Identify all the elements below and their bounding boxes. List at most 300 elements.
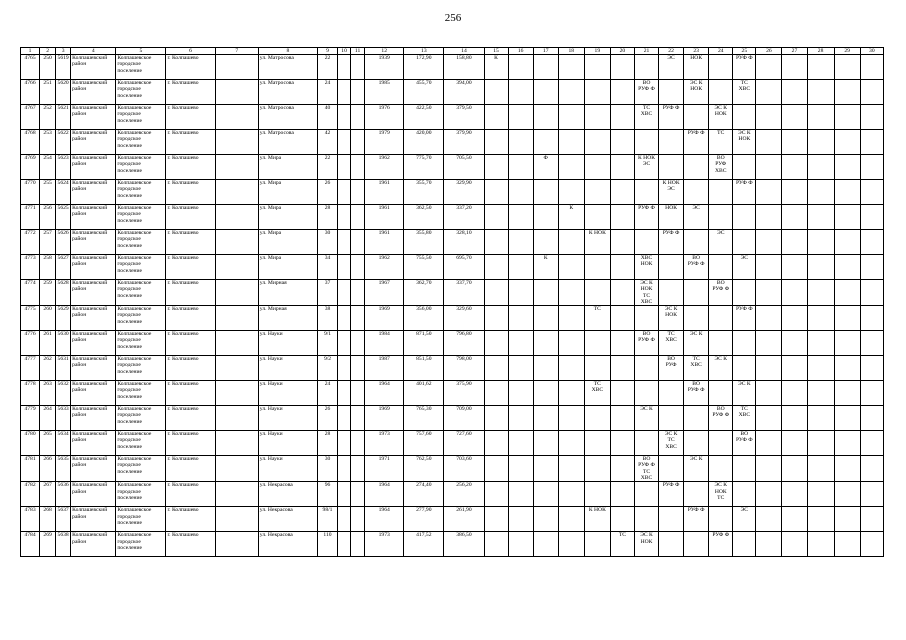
cell-text: 269	[43, 532, 52, 539]
cell-text: Колпашевское городское поселение	[117, 431, 152, 450]
table-cell	[116, 155, 166, 180]
table-cell	[444, 255, 484, 280]
cell-text: 34	[324, 255, 331, 261]
cell-text: 379,90	[456, 130, 472, 136]
table-cell	[634, 80, 658, 105]
cell-text: ТС ХВС	[738, 406, 751, 419]
cell-text: 4773	[24, 255, 36, 261]
cell-text: ул. Мирная	[259, 306, 287, 313]
table-cell	[733, 230, 756, 255]
table-cell	[834, 155, 860, 180]
table-cell	[584, 381, 610, 406]
table-cell	[351, 406, 365, 431]
table-cell	[834, 331, 860, 356]
table-cell	[71, 532, 116, 557]
column-header: 14	[444, 48, 484, 55]
table-cell	[584, 406, 610, 431]
table-cell	[56, 331, 71, 356]
table-cell	[444, 431, 484, 456]
table-cell	[610, 130, 634, 155]
table-cell	[634, 356, 658, 381]
table-cell	[71, 406, 116, 431]
table-cell	[508, 431, 533, 456]
cell-text: ЭС К	[640, 406, 653, 413]
cell-text: ТС ХВС	[690, 356, 702, 369]
table-cell	[71, 431, 116, 456]
cell-text: НОК	[690, 55, 703, 61]
table-cell	[338, 255, 351, 280]
table-cell	[659, 55, 684, 80]
table-cell	[634, 532, 658, 557]
table-cell	[558, 356, 584, 381]
table-cell	[404, 155, 444, 180]
table-cell	[782, 431, 807, 456]
table-cell	[634, 55, 658, 80]
table-cell	[807, 456, 834, 482]
table-cell	[56, 406, 71, 431]
table-cell	[215, 180, 258, 205]
table-cell	[634, 180, 658, 205]
table-cell	[351, 205, 365, 230]
table-cell	[508, 130, 533, 155]
table-cell	[365, 507, 404, 532]
table-cell	[508, 406, 533, 431]
table-cell	[116, 180, 166, 205]
cell-text: 261,90	[456, 507, 472, 514]
table-cell	[338, 507, 351, 532]
cell-text: 1961	[378, 205, 390, 211]
column-header: 24	[709, 48, 733, 55]
table-cell	[71, 230, 116, 255]
cell-text: 420,00	[416, 130, 432, 136]
cell-text: Колпашевское городское поселение	[117, 80, 152, 99]
table-cell	[365, 105, 404, 130]
table-cell	[659, 356, 684, 381]
table-cell	[215, 431, 258, 456]
table-cell	[533, 507, 558, 532]
table-cell	[533, 105, 558, 130]
table-cell	[317, 381, 337, 406]
cell-text: Колпашевский район	[72, 406, 108, 419]
cell-text: 30	[324, 456, 331, 463]
cell-text: 42	[324, 130, 331, 136]
cell-text: 4776	[24, 331, 36, 338]
table-cell	[782, 155, 807, 180]
table-cell	[215, 331, 258, 356]
table-cell	[610, 230, 634, 255]
cell-text: Колпашевское городское поселение	[117, 155, 152, 174]
table-cell	[21, 532, 40, 557]
table-cell	[709, 130, 733, 155]
cell-text: Колпашевское городское поселение	[117, 306, 152, 325]
table-cell	[40, 155, 56, 180]
table-cell	[782, 306, 807, 331]
table-cell	[166, 356, 215, 381]
table-cell	[215, 406, 258, 431]
table-cell	[634, 255, 658, 280]
table-cell	[533, 80, 558, 105]
table-cell	[756, 55, 782, 80]
table-cell	[365, 230, 404, 255]
cell-text: ул. Некрасова	[259, 482, 293, 489]
table-row	[21, 482, 884, 507]
cell-text: г. Колпашево	[167, 180, 199, 186]
table-cell	[807, 105, 834, 130]
table-cell	[21, 180, 40, 205]
table-cell	[215, 80, 258, 105]
table-cell	[584, 482, 610, 507]
cell-text: 268	[43, 507, 52, 514]
table-cell	[215, 507, 258, 532]
table-cell	[533, 532, 558, 557]
cell-text: Колпашевское городское поселение	[117, 356, 152, 375]
cell-text: Колпашевское городское поселение	[117, 255, 152, 274]
cell-text: 5620	[57, 80, 69, 86]
table-cell	[444, 230, 484, 255]
column-header: 30	[860, 48, 883, 55]
table-cell	[558, 105, 584, 130]
table-row	[21, 331, 884, 356]
cell-text: 5621	[57, 105, 69, 111]
table-cell	[40, 356, 56, 381]
table-cell	[834, 482, 860, 507]
column-header: 28	[807, 48, 834, 55]
table-cell	[508, 482, 533, 507]
table-cell	[807, 55, 834, 80]
cell-text: ул. Некрасова	[259, 507, 293, 514]
table-cell	[404, 205, 444, 230]
table-cell	[584, 230, 610, 255]
table-cell	[533, 205, 558, 230]
cell-text: ВО РУФ Ф	[735, 431, 753, 444]
table-cell	[610, 331, 634, 356]
table-cell	[733, 406, 756, 431]
cell-text: 337,70	[456, 280, 472, 286]
table-cell	[508, 331, 533, 356]
cell-text: Колпашевский район	[72, 456, 108, 469]
cell-text: 252	[43, 105, 52, 111]
table-cell	[558, 507, 584, 532]
table-cell	[365, 80, 404, 105]
table-cell	[659, 482, 684, 507]
table-cell	[404, 230, 444, 255]
table-cell	[733, 482, 756, 507]
table-cell	[756, 105, 782, 130]
table-cell	[351, 532, 365, 557]
column-header: 27	[782, 48, 807, 55]
table-cell	[317, 482, 337, 507]
table-cell	[834, 255, 860, 280]
table-cell	[40, 80, 56, 105]
cell-text: 258	[43, 255, 52, 261]
table-cell	[444, 205, 484, 230]
table-cell	[258, 205, 317, 230]
table-cell	[351, 381, 365, 406]
table-cell	[351, 482, 365, 507]
cell-text: 1987	[378, 356, 390, 363]
table-cell	[782, 80, 807, 105]
table-cell	[404, 331, 444, 356]
table-cell	[484, 105, 508, 130]
table-cell	[508, 456, 533, 482]
table-cell	[860, 155, 883, 180]
table-cell	[634, 205, 658, 230]
table-cell	[807, 406, 834, 431]
table-row	[21, 532, 884, 557]
cell-text: 1962	[378, 255, 390, 261]
table-cell	[215, 356, 258, 381]
cell-text: НОК	[665, 205, 677, 211]
table-cell	[40, 105, 56, 130]
cell-text: ВО РУФ Ф	[687, 381, 705, 394]
table-cell	[21, 456, 40, 482]
table-cell	[634, 331, 658, 356]
table-cell	[684, 255, 709, 280]
cell-text: РУФ Ф	[735, 55, 753, 61]
table-cell	[634, 482, 658, 507]
cell-text: 259	[43, 280, 52, 286]
table-row	[21, 205, 884, 230]
column-header: 25	[733, 48, 756, 55]
column-header: 1	[21, 48, 40, 55]
table-cell	[71, 180, 116, 205]
cell-text: г. Колпашево	[167, 331, 199, 338]
table-cell	[365, 406, 404, 431]
table-cell	[659, 280, 684, 306]
table-cell	[684, 130, 709, 155]
table-cell	[365, 331, 404, 356]
table-cell	[365, 205, 404, 230]
cell-text: 329,90	[456, 180, 472, 186]
table-cell	[166, 55, 215, 80]
table-cell	[684, 280, 709, 306]
table-cell	[684, 80, 709, 105]
cell-text: Колпашевский район	[72, 255, 108, 268]
table-cell	[116, 431, 166, 456]
table-cell	[21, 507, 40, 532]
cell-text: 4781	[24, 456, 36, 463]
cell-text: 254	[43, 155, 52, 161]
table-cell	[533, 230, 558, 255]
cell-text: 30	[324, 230, 331, 236]
table-cell	[444, 130, 484, 155]
cell-text: 375,90	[456, 381, 472, 388]
cell-text: К	[543, 255, 548, 261]
cell-text: ЭС К НОК ТС ХВС	[640, 280, 653, 305]
cell-text: Колпашевское городское поселение	[117, 105, 152, 124]
cell-text: 1967	[378, 280, 390, 286]
column-header: 7	[215, 48, 258, 55]
cell-text: 4780	[24, 431, 36, 438]
table-cell	[317, 55, 337, 80]
table-cell	[351, 431, 365, 456]
table-cell	[782, 55, 807, 80]
table-cell	[21, 130, 40, 155]
table-cell	[317, 230, 337, 255]
cell-text: РУФ Ф	[735, 306, 753, 313]
table-cell	[404, 130, 444, 155]
table-cell	[533, 456, 558, 482]
cell-text: 5637	[57, 507, 69, 514]
table-cell	[40, 55, 56, 80]
cell-text: 5634	[57, 431, 69, 438]
cell-text: 4765	[24, 55, 36, 61]
table-cell	[610, 532, 634, 557]
table-cell	[558, 532, 584, 557]
cell-text: 26	[324, 180, 331, 186]
table-row	[21, 155, 884, 180]
table-cell	[533, 356, 558, 381]
cell-text: РУФ Ф	[687, 130, 705, 136]
table-cell	[584, 532, 610, 557]
table-cell	[56, 205, 71, 230]
table-cell	[40, 306, 56, 331]
table-cell	[533, 155, 558, 180]
table-cell	[782, 406, 807, 431]
table-cell	[684, 507, 709, 532]
table-cell	[215, 230, 258, 255]
table-cell	[71, 105, 116, 130]
cell-text: 262	[43, 356, 52, 363]
table-cell	[709, 280, 733, 306]
cell-text: 417,52	[416, 532, 432, 539]
table-cell	[444, 356, 484, 381]
table-cell	[258, 155, 317, 180]
table-cell	[533, 306, 558, 331]
table-cell	[508, 155, 533, 180]
table-cell	[508, 55, 533, 80]
table-cell	[116, 381, 166, 406]
cell-text: 5629	[57, 306, 69, 313]
table-cell	[258, 482, 317, 507]
table-cell	[56, 155, 71, 180]
table-cell	[834, 55, 860, 80]
table-cell	[533, 55, 558, 80]
cell-text: ВО РУФ Ф	[638, 331, 655, 344]
table-cell	[709, 356, 733, 381]
table-cell	[533, 255, 558, 280]
table-cell	[756, 180, 782, 205]
table-cell	[258, 130, 317, 155]
table-cell	[40, 180, 56, 205]
table-cell	[351, 180, 365, 205]
table-cell	[444, 406, 484, 431]
table-cell	[338, 55, 351, 80]
table-cell	[317, 155, 337, 180]
cell-text: 394,00	[456, 80, 472, 86]
cell-text: 4770	[24, 180, 36, 186]
table-cell	[56, 105, 71, 130]
table-cell	[533, 406, 558, 431]
cell-text: Колпашевское городское поселение	[117, 130, 152, 149]
cell-text: К НОК ЭС	[638, 155, 655, 168]
table-cell	[782, 356, 807, 381]
table-cell	[365, 306, 404, 331]
cell-text: 5635	[57, 456, 69, 463]
cell-text: ВО РУФ Ф	[638, 80, 655, 93]
table-cell	[40, 431, 56, 456]
table-cell	[558, 280, 584, 306]
cell-text: 1964	[378, 381, 390, 388]
table-cell	[709, 255, 733, 280]
table-cell	[404, 356, 444, 381]
table-cell	[317, 456, 337, 482]
cell-text: ЭС К НОК	[664, 306, 678, 319]
table-cell	[584, 55, 610, 80]
table-cell	[733, 431, 756, 456]
table-cell	[584, 306, 610, 331]
table-cell	[40, 130, 56, 155]
table-cell	[444, 482, 484, 507]
table-cell	[807, 130, 834, 155]
table-cell	[258, 456, 317, 482]
table-cell	[834, 180, 860, 205]
cell-text: г. Колпашево	[167, 55, 199, 61]
table-cell	[558, 180, 584, 205]
table-cell	[484, 80, 508, 105]
table-cell	[733, 205, 756, 230]
table-cell	[484, 306, 508, 331]
table-cell	[404, 80, 444, 105]
cell-text: 356,00	[416, 306, 432, 313]
cell-text: ул. Матросова	[259, 130, 294, 136]
cell-text: 37	[324, 280, 331, 286]
table-cell	[508, 180, 533, 205]
table-cell	[782, 130, 807, 155]
cell-text: Колпашевское городское поселение	[117, 456, 152, 475]
table-cell	[733, 456, 756, 482]
table-cell	[71, 356, 116, 381]
table-cell	[40, 507, 56, 532]
table-cell	[317, 130, 337, 155]
table-cell	[558, 306, 584, 331]
column-header: 21	[634, 48, 658, 55]
table-cell	[166, 482, 215, 507]
table-cell	[258, 306, 317, 331]
cell-text: ЭС К	[714, 356, 728, 363]
cell-text: ЭС	[667, 55, 675, 61]
cell-text: 5632	[57, 381, 69, 388]
table-cell	[116, 255, 166, 280]
table-cell	[610, 155, 634, 180]
table-cell	[484, 406, 508, 431]
table-cell	[709, 205, 733, 230]
table-cell	[709, 105, 733, 130]
table-cell	[404, 280, 444, 306]
cell-text: ВО РУФ ХВС	[714, 155, 727, 174]
table-cell	[756, 205, 782, 230]
table-cell	[834, 230, 860, 255]
table-header-row	[21, 48, 884, 55]
table-cell	[484, 532, 508, 557]
table-cell	[215, 280, 258, 306]
table-cell	[484, 507, 508, 532]
table-row	[21, 105, 884, 130]
table-cell	[684, 431, 709, 456]
table-cell	[684, 105, 709, 130]
cell-text: ул. Мира	[259, 155, 282, 161]
column-header: 11	[351, 48, 365, 55]
table-cell	[215, 105, 258, 130]
table-cell	[782, 532, 807, 557]
table-cell	[317, 532, 337, 557]
table-cell	[404, 180, 444, 205]
cell-text: ул. Некрасова	[259, 532, 293, 539]
cell-text: 4775	[24, 306, 36, 313]
table-cell	[71, 255, 116, 280]
table-cell	[40, 482, 56, 507]
table-cell	[351, 280, 365, 306]
